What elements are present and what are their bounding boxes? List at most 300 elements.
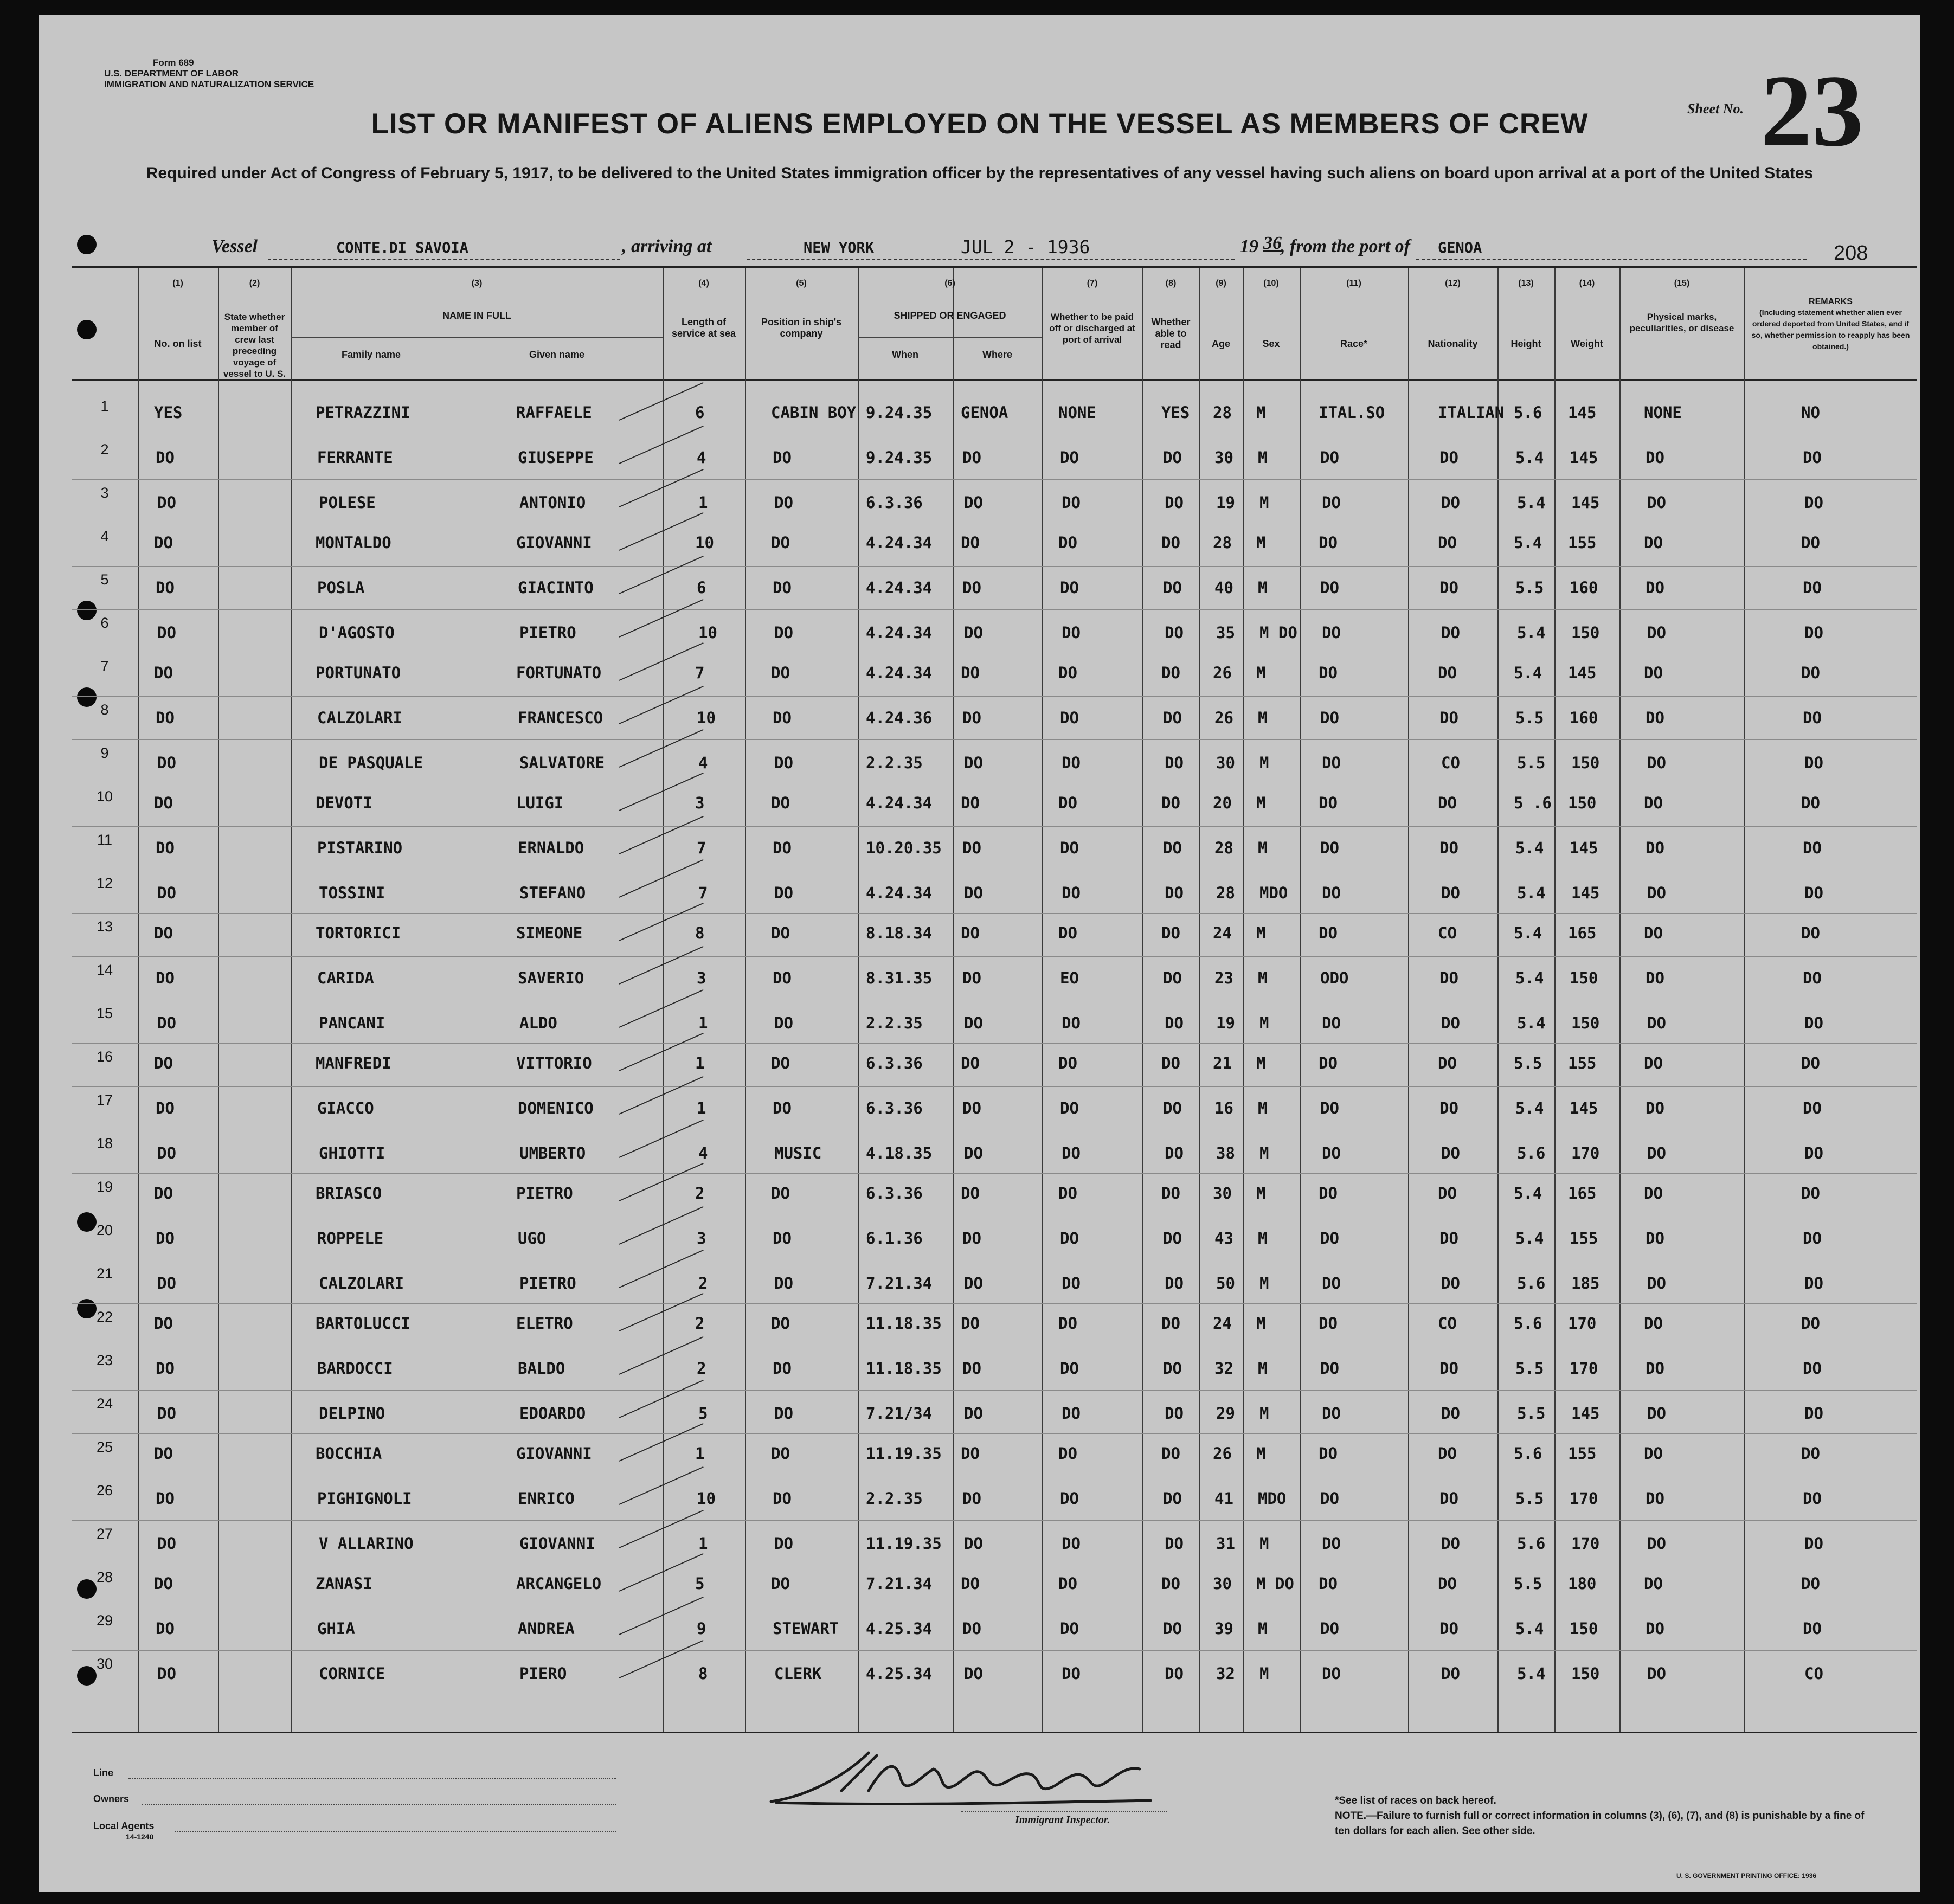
shipped-when: 10.20.35 bbox=[866, 839, 942, 857]
prev-voyage: DO bbox=[157, 493, 176, 512]
family-name: CALZOLARI bbox=[319, 1274, 404, 1292]
shipped-when: 8.18.34 bbox=[866, 924, 933, 942]
shipped-where: DO bbox=[964, 493, 983, 512]
able-to-read: DO bbox=[1161, 1314, 1180, 1333]
prev-voyage: DO bbox=[157, 1664, 176, 1683]
remarks: DO bbox=[1803, 1489, 1822, 1508]
height: 5.4 bbox=[1515, 448, 1544, 467]
shipped-when: 9.24.35 bbox=[866, 403, 933, 422]
family-name: TOSSINI bbox=[319, 884, 385, 902]
tally-mark bbox=[619, 469, 704, 507]
height: 5.6 bbox=[1517, 1274, 1546, 1292]
shipped-when: 4.18.35 bbox=[866, 1144, 933, 1162]
remarks: DO bbox=[1801, 533, 1820, 552]
race: DO bbox=[1320, 578, 1339, 597]
able-to-read: DO bbox=[1163, 1359, 1182, 1378]
height: 5.4 bbox=[1514, 533, 1542, 552]
paid-off: DO bbox=[1060, 1359, 1079, 1378]
able-to-read: DO bbox=[1165, 623, 1184, 642]
family-name: CORNICE bbox=[319, 1664, 385, 1683]
remarks: DO bbox=[1803, 448, 1822, 467]
service-length: 4 bbox=[698, 1144, 708, 1162]
race: DO bbox=[1319, 1574, 1338, 1593]
prev-voyage: DO bbox=[154, 1444, 173, 1463]
column-number: (3) bbox=[471, 279, 483, 288]
shipped-where: DO bbox=[964, 1144, 983, 1162]
tally-mark bbox=[619, 1597, 704, 1635]
column-header: Position in ship's company bbox=[761, 317, 842, 339]
row-number: 12 bbox=[96, 875, 113, 891]
sex: M bbox=[1256, 1184, 1266, 1202]
ship-position: DO bbox=[773, 1229, 792, 1247]
race: DO bbox=[1322, 493, 1341, 512]
family-name: GIACCO bbox=[317, 1099, 374, 1117]
shipped-when: 4.25.34 bbox=[866, 1664, 933, 1683]
height: 5.4 bbox=[1515, 839, 1544, 857]
nationality: DO bbox=[1441, 1014, 1460, 1032]
able-to-read: DO bbox=[1163, 839, 1182, 857]
remarks: DO bbox=[1801, 1054, 1820, 1072]
age: 24 bbox=[1213, 1314, 1232, 1333]
service-length: 10 bbox=[697, 1489, 716, 1508]
given-name: ENRICO bbox=[518, 1489, 575, 1508]
able-to-read: DO bbox=[1161, 1574, 1180, 1593]
nationality: DO bbox=[1438, 664, 1457, 682]
service-length: 1 bbox=[695, 1444, 705, 1463]
shipped-when: 7.21/34 bbox=[866, 1404, 933, 1423]
service-length: 1 bbox=[698, 1014, 708, 1032]
ship-position: DO bbox=[771, 794, 790, 812]
weight: 170 bbox=[1570, 1359, 1598, 1378]
weight: 170 bbox=[1568, 1314, 1597, 1333]
remarks: DO bbox=[1803, 839, 1822, 857]
service-length: 8 bbox=[695, 924, 705, 942]
shipped-where: DO bbox=[962, 969, 981, 987]
paid-off: DO bbox=[1058, 1574, 1077, 1593]
paid-off: DO bbox=[1058, 533, 1077, 552]
sex: MDO bbox=[1259, 884, 1288, 902]
shipped-when: 4.24.36 bbox=[866, 709, 933, 727]
row-number: 10 bbox=[96, 788, 113, 805]
weight: 150 bbox=[1570, 1619, 1598, 1638]
sex: M bbox=[1259, 1274, 1269, 1292]
height: 5.4 bbox=[1515, 1099, 1544, 1117]
remarks: DO bbox=[1804, 493, 1823, 512]
remarks: DO bbox=[1804, 1534, 1823, 1553]
sex: M bbox=[1258, 969, 1268, 987]
age: 32 bbox=[1214, 1359, 1233, 1378]
row-number: 21 bbox=[96, 1265, 113, 1282]
shipped-when: 4.25.34 bbox=[866, 1619, 933, 1638]
race: DO bbox=[1320, 448, 1339, 467]
physical-marks: DO bbox=[1646, 839, 1664, 857]
family-name: PISTARINO bbox=[317, 839, 403, 857]
column-header: Age bbox=[1211, 338, 1230, 349]
column-number: (13) bbox=[1518, 279, 1534, 288]
prev-voyage: DO bbox=[156, 1359, 175, 1378]
given-name: GIACINTO bbox=[518, 578, 594, 597]
tally-mark bbox=[619, 1553, 704, 1592]
nationality: DO bbox=[1439, 578, 1458, 597]
able-to-read: DO bbox=[1163, 448, 1182, 467]
inspector-signature bbox=[760, 1742, 1172, 1818]
paid-off: DO bbox=[1062, 754, 1081, 772]
row-number: 14 bbox=[96, 962, 113, 978]
able-to-read: DO bbox=[1165, 754, 1184, 772]
race: DO bbox=[1320, 839, 1339, 857]
given-name: SAVERIO bbox=[518, 969, 584, 987]
age: 21 bbox=[1213, 1054, 1232, 1072]
age: 28 bbox=[1214, 839, 1233, 857]
remarks: DO bbox=[1803, 1359, 1822, 1378]
height: 5.4 bbox=[1514, 1184, 1542, 1202]
age: 30 bbox=[1216, 754, 1235, 772]
shipped-when: 6.3.36 bbox=[866, 1184, 923, 1202]
height: 5.6 bbox=[1514, 403, 1542, 422]
paid-off: DO bbox=[1062, 1014, 1081, 1032]
shipped-where: DO bbox=[961, 664, 980, 682]
family-name: TORTORICI bbox=[316, 924, 401, 942]
ship-position: DO bbox=[774, 1534, 793, 1553]
family-name: CALZOLARI bbox=[317, 709, 403, 727]
shipped-when: 7.21.34 bbox=[866, 1574, 933, 1593]
column-header: Race* bbox=[1340, 338, 1368, 349]
height: 5.6 bbox=[1514, 1314, 1542, 1333]
column-number: (12) bbox=[1445, 279, 1461, 288]
able-to-read: DO bbox=[1161, 924, 1180, 942]
column-header: Sex bbox=[1262, 338, 1280, 349]
shipped-where: DO bbox=[964, 884, 983, 902]
prev-voyage: DO bbox=[154, 794, 173, 812]
tally-mark bbox=[619, 1120, 704, 1158]
physical-marks: DO bbox=[1644, 794, 1663, 812]
row-number: 16 bbox=[96, 1049, 113, 1065]
given-name: LUIGI bbox=[516, 794, 564, 812]
family-name: BRIASCO bbox=[316, 1184, 382, 1202]
tally-mark bbox=[619, 859, 704, 898]
age: 26 bbox=[1213, 664, 1232, 682]
service-length: 10 bbox=[698, 623, 717, 642]
family-name: PIGHIGNOLI bbox=[317, 1489, 412, 1508]
given-name: GIUSEPPE bbox=[518, 448, 594, 467]
arrival-date-stamp: JUL 2 - 1936 bbox=[961, 236, 1090, 258]
height: 5.6 bbox=[1517, 1534, 1546, 1553]
shipped-where: DO bbox=[961, 1054, 980, 1072]
weight: 170 bbox=[1571, 1534, 1600, 1553]
form-code: 14-1240 bbox=[126, 1832, 154, 1841]
race: DO bbox=[1320, 1619, 1339, 1638]
able-to-read: DO bbox=[1163, 709, 1182, 727]
remarks: DO bbox=[1801, 1574, 1820, 1593]
tally-mark bbox=[619, 512, 704, 551]
tally-mark bbox=[619, 946, 704, 985]
races-note: *See list of races on back hereof. bbox=[1335, 1795, 1496, 1806]
physical-marks: DO bbox=[1644, 1314, 1663, 1333]
height: 5.4 bbox=[1517, 1014, 1546, 1032]
row-number: 4 bbox=[100, 528, 109, 544]
tally-mark bbox=[619, 1033, 704, 1071]
family-name: V ALLARINO bbox=[319, 1534, 414, 1553]
paid-off: DO bbox=[1062, 884, 1081, 902]
shipped-where: DO bbox=[961, 1444, 980, 1463]
nationality: DO bbox=[1439, 1229, 1458, 1247]
able-to-read: DO bbox=[1165, 884, 1184, 902]
remarks: DO bbox=[1801, 924, 1820, 942]
nationality: DO bbox=[1438, 1054, 1457, 1072]
nationality: CO bbox=[1441, 754, 1460, 772]
family-name: MONTALDO bbox=[316, 533, 391, 552]
weight: 155 bbox=[1568, 1444, 1597, 1463]
able-to-read: DO bbox=[1165, 493, 1184, 512]
able-to-read: DO bbox=[1165, 1014, 1184, 1032]
weight: 170 bbox=[1570, 1489, 1598, 1508]
sex: M bbox=[1256, 1444, 1266, 1463]
able-to-read: DO bbox=[1161, 1184, 1180, 1202]
prev-voyage: DO bbox=[156, 709, 175, 727]
column-number: (10) bbox=[1263, 279, 1279, 288]
height: 5.6 bbox=[1514, 1444, 1542, 1463]
given-name: ALDO bbox=[519, 1014, 557, 1032]
shipped-where: DO bbox=[964, 1404, 983, 1423]
ship-position: DO bbox=[771, 1314, 790, 1333]
remarks: DO bbox=[1804, 623, 1823, 642]
able-to-read: DO bbox=[1161, 533, 1180, 552]
nationality: DO bbox=[1441, 1404, 1460, 1423]
height: 5.4 bbox=[1515, 1229, 1544, 1247]
prev-voyage: DO bbox=[156, 1619, 175, 1638]
service-length: 9 bbox=[697, 1619, 706, 1638]
race: DO bbox=[1320, 1099, 1339, 1117]
race: DO bbox=[1322, 1404, 1341, 1423]
given-name: PIETRO bbox=[516, 1184, 573, 1202]
nationality: DO bbox=[1438, 1574, 1457, 1593]
form-number: Form 689 bbox=[153, 57, 194, 68]
race: DO bbox=[1322, 1014, 1341, 1032]
able-to-read: DO bbox=[1165, 1404, 1184, 1423]
tally-mark bbox=[619, 729, 704, 768]
sheet-number: 23 bbox=[1760, 54, 1863, 168]
given-name: ANDREA bbox=[518, 1619, 575, 1638]
paid-off: EO bbox=[1060, 969, 1079, 987]
paid-off: DO bbox=[1060, 1099, 1079, 1117]
column-subheader: Where bbox=[982, 349, 1012, 360]
paid-off: DO bbox=[1062, 623, 1081, 642]
family-name: GHIOTTI bbox=[319, 1144, 385, 1162]
tally-mark bbox=[619, 773, 704, 811]
paid-off: DO bbox=[1060, 1619, 1079, 1638]
nationality: DO bbox=[1439, 709, 1458, 727]
column-header: REMARKS bbox=[1809, 297, 1853, 306]
shipped-where: DO bbox=[964, 1274, 983, 1292]
able-to-read: DO bbox=[1163, 1099, 1182, 1117]
weight: 150 bbox=[1571, 1664, 1600, 1683]
ship-position: DO bbox=[774, 884, 793, 902]
ship-position: DO bbox=[774, 754, 793, 772]
age: 26 bbox=[1214, 709, 1233, 727]
race: DO bbox=[1322, 1534, 1341, 1553]
age: 50 bbox=[1216, 1274, 1235, 1292]
sex: M bbox=[1258, 1229, 1268, 1247]
row-number: 2 bbox=[100, 441, 109, 458]
age: 40 bbox=[1214, 578, 1233, 597]
column-subheader: When bbox=[892, 349, 918, 360]
service-length: 6 bbox=[697, 578, 706, 597]
tally-mark bbox=[619, 1336, 704, 1375]
physical-marks: NONE bbox=[1644, 403, 1682, 422]
race: DO bbox=[1322, 1664, 1341, 1683]
arriving-port: NEW YORK bbox=[804, 240, 875, 256]
race: DO bbox=[1319, 794, 1338, 812]
service-length: 3 bbox=[695, 794, 705, 812]
column-header: Length of service at sea bbox=[671, 317, 736, 339]
column-header: Whether to be paid off or discharged at port of arrival bbox=[1049, 312, 1135, 345]
shipped-when: 4.24.34 bbox=[866, 578, 933, 597]
row-number: 6 bbox=[100, 615, 109, 631]
nationality: DO bbox=[1441, 884, 1460, 902]
prev-voyage: DO bbox=[154, 1574, 173, 1593]
able-to-read: DO bbox=[1163, 1489, 1182, 1508]
column-number: (15) bbox=[1674, 279, 1690, 288]
able-to-read: YES bbox=[1161, 403, 1190, 422]
shipped-where: DO bbox=[961, 794, 980, 812]
weight: 160 bbox=[1570, 709, 1598, 727]
tally-mark bbox=[619, 1293, 704, 1331]
column-header: Height bbox=[1511, 338, 1541, 349]
race: DO bbox=[1322, 623, 1341, 642]
family-name: DELPINO bbox=[319, 1404, 385, 1423]
shipped-when: 6.1.36 bbox=[866, 1229, 923, 1247]
race: DO bbox=[1319, 1444, 1338, 1463]
prev-voyage: DO bbox=[156, 578, 175, 597]
row-number: 18 bbox=[96, 1135, 113, 1152]
sex: M bbox=[1256, 664, 1266, 682]
given-name: GIOVANNI bbox=[516, 533, 592, 552]
sex: M bbox=[1256, 533, 1266, 552]
race: DO bbox=[1320, 709, 1339, 727]
race: DO bbox=[1322, 754, 1341, 772]
column-number: (8) bbox=[1165, 279, 1177, 288]
height: 5.5 bbox=[1515, 709, 1544, 727]
ship-position: STEWART bbox=[773, 1619, 839, 1638]
service-length: 10 bbox=[695, 533, 714, 552]
age: 28 bbox=[1213, 533, 1232, 552]
family-name: DEVOTI bbox=[316, 794, 372, 812]
given-name: VITTORIO bbox=[516, 1054, 592, 1072]
shipped-when: 2.2.35 bbox=[866, 1014, 923, 1032]
row-number: 3 bbox=[100, 485, 109, 501]
weight: 160 bbox=[1570, 578, 1598, 597]
remarks: DO bbox=[1803, 969, 1822, 987]
service-length: 3 bbox=[697, 969, 706, 987]
given-name: ERNALDO bbox=[518, 839, 584, 857]
given-name: PIETRO bbox=[519, 623, 576, 642]
height: 5.5 bbox=[1514, 1054, 1542, 1072]
nationality: DO bbox=[1441, 1534, 1460, 1553]
row-number: 24 bbox=[96, 1395, 113, 1412]
weight: 185 bbox=[1571, 1274, 1600, 1292]
weight: 145 bbox=[1570, 448, 1598, 467]
paid-off: DO bbox=[1060, 839, 1079, 857]
able-to-read: DO bbox=[1163, 578, 1182, 597]
given-name: ELETRO bbox=[516, 1314, 573, 1333]
arriving-label: , arriving at bbox=[622, 236, 712, 256]
race: DO bbox=[1322, 884, 1341, 902]
able-to-read: DO bbox=[1163, 1619, 1182, 1638]
height: 5.5 bbox=[1514, 1574, 1542, 1593]
inspector-label: Immigrant Inspector. bbox=[1015, 1814, 1110, 1826]
remarks: DO bbox=[1801, 1444, 1820, 1463]
prev-voyage: DO bbox=[154, 664, 173, 682]
ship-position: DO bbox=[774, 1404, 793, 1423]
paid-off: DO bbox=[1058, 1184, 1077, 1202]
shipped-where: DO bbox=[962, 1229, 981, 1247]
service-length: 10 bbox=[697, 709, 716, 727]
service-length: 7 bbox=[698, 884, 708, 902]
physical-marks: DO bbox=[1644, 533, 1663, 552]
shipped-where: DO bbox=[962, 1359, 981, 1378]
physical-marks: DO bbox=[1647, 884, 1666, 902]
column-header: State whether member of crew last preceding voyage of vessel to U. S. bbox=[223, 312, 286, 379]
prev-voyage: DO bbox=[156, 969, 175, 987]
paid-off: DO bbox=[1062, 1404, 1081, 1423]
physical-marks: DO bbox=[1647, 754, 1666, 772]
ship-position: DO bbox=[773, 1359, 792, 1378]
remarks: DO bbox=[1801, 1184, 1820, 1202]
shipped-where: DO bbox=[962, 448, 981, 467]
weight: 155 bbox=[1568, 1054, 1597, 1072]
height: 5.4 bbox=[1514, 664, 1542, 682]
shipped-when: 4.24.34 bbox=[866, 884, 933, 902]
row-number: 20 bbox=[96, 1222, 113, 1238]
shipped-where: DO bbox=[962, 578, 981, 597]
age: 24 bbox=[1213, 924, 1232, 942]
remarks: DO bbox=[1803, 578, 1822, 597]
able-to-read: DO bbox=[1161, 1054, 1180, 1072]
sex: M bbox=[1258, 1099, 1268, 1117]
vessel-label: Vessel bbox=[211, 236, 258, 256]
sex: MDO bbox=[1258, 1489, 1287, 1508]
family-name: CARIDA bbox=[317, 969, 374, 987]
paid-off: DO bbox=[1062, 1534, 1081, 1553]
column-header: Physical marks, peculiarities, or disease bbox=[1629, 312, 1734, 333]
given-name: EDOARDO bbox=[519, 1404, 586, 1423]
column-number: (1) bbox=[172, 279, 183, 288]
row-number: 9 bbox=[100, 745, 109, 761]
given-name: FRANCESCO bbox=[518, 709, 603, 727]
tally-mark bbox=[619, 1076, 704, 1115]
column-header: SHIPPED OR ENGAGED bbox=[894, 310, 1006, 321]
physical-marks: DO bbox=[1646, 709, 1664, 727]
prev-voyage: DO bbox=[157, 884, 176, 902]
sex: M bbox=[1259, 493, 1269, 512]
given-name: UMBERTO bbox=[519, 1144, 586, 1162]
given-name: ARCANGELO bbox=[516, 1574, 602, 1593]
family-name: POSLA bbox=[317, 578, 365, 597]
shipped-where: DO bbox=[962, 1099, 981, 1117]
physical-marks: DO bbox=[1646, 1489, 1664, 1508]
column-number: (6) bbox=[944, 279, 955, 288]
tally-mark bbox=[619, 382, 704, 421]
age: 43 bbox=[1214, 1229, 1233, 1247]
prev-voyage: DO bbox=[156, 1229, 175, 1247]
nationality: DO bbox=[1438, 533, 1457, 552]
row-number: 25 bbox=[96, 1439, 113, 1455]
shipped-when: 7.21.34 bbox=[866, 1274, 933, 1292]
tally-mark bbox=[619, 903, 704, 941]
column-number: (14) bbox=[1579, 279, 1595, 288]
physical-marks: DO bbox=[1647, 1404, 1666, 1423]
ship-position: DO bbox=[774, 493, 793, 512]
